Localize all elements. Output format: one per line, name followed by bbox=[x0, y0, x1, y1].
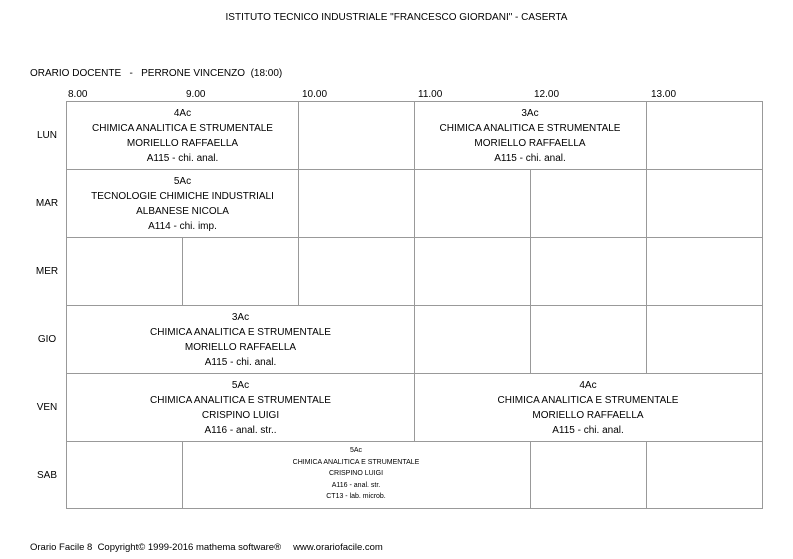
lesson-sab-5ac bbox=[182, 445, 530, 503]
cell-divider bbox=[298, 170, 299, 237]
lesson-class: 5Ac bbox=[231, 380, 250, 391]
lesson-room: A116 - anal. str.. bbox=[204, 425, 277, 436]
footer-copyright: Orario Facile 8 Copyright© 1999-2016 mathema software® bbox=[30, 542, 282, 553]
lesson-subject: CHIMICA ANALITICA E STRUMENTALE bbox=[92, 123, 273, 134]
lesson-subject: CHIMICA ANALITICA E STRUMENTALE bbox=[497, 395, 679, 406]
lesson-room: A115 - chi. anal. bbox=[494, 153, 566, 164]
cell-divider bbox=[646, 442, 647, 508]
teacher-line: ORARIO DOCENTE - PERRONE VINCENZO (18:00) bbox=[30, 68, 283, 79]
cell-divider bbox=[298, 238, 299, 305]
time-label-12: 12.00 bbox=[534, 89, 560, 100]
time-label-11: 11.00 bbox=[418, 89, 443, 100]
cell-divider bbox=[414, 306, 415, 373]
cell-divider bbox=[530, 170, 531, 237]
lesson-class: 5Ac bbox=[173, 176, 192, 187]
time-label-10: 10.00 bbox=[302, 89, 328, 100]
lesson-class: 3Ac bbox=[521, 108, 539, 119]
lesson-teacher: MORIELLO RAFFAELLA bbox=[474, 138, 586, 149]
footer bbox=[30, 542, 383, 553]
cell-divider bbox=[298, 102, 299, 169]
lesson-ven-5ac bbox=[67, 378, 414, 438]
time-label-13: 13.00 bbox=[651, 89, 677, 100]
lesson-room: A115 - chi. anal. bbox=[552, 425, 624, 436]
lesson-subject: CHIMICA ANALITICA E STRUMENTALE bbox=[150, 395, 331, 406]
day-label-sab: SAB bbox=[36, 470, 57, 481]
timetable-grid bbox=[66, 101, 763, 509]
lesson-teacher: MORIELLO RAFFAELLA bbox=[184, 342, 297, 353]
cell-divider bbox=[646, 238, 647, 305]
lesson-class: 4Ac bbox=[579, 380, 597, 391]
lesson-teacher: CRISPINO LUIGI bbox=[201, 410, 280, 421]
lesson-subject: CHIMICA ANALITICA E STRUMENTALE bbox=[150, 327, 331, 338]
lesson-room: A115 - chi. anal. bbox=[204, 357, 277, 368]
cell-divider bbox=[646, 102, 647, 169]
lesson-teacher: MORIELLO RAFFAELLA bbox=[126, 138, 239, 149]
lesson-lun-3ac bbox=[414, 106, 646, 166]
lesson-gio-3ac bbox=[67, 310, 414, 370]
lesson-room: A115 - chi. anal. bbox=[146, 153, 219, 164]
lesson-room-secondary: CT13 - lab. microb. bbox=[326, 493, 386, 500]
lesson-subject: CHIMICA ANALITICA E STRUMENTALE bbox=[292, 458, 420, 466]
day-label-gio: GIO bbox=[37, 334, 57, 345]
lesson-class: 3Ac bbox=[231, 312, 250, 323]
lesson-teacher: MORIELLO RAFFAELLA bbox=[532, 410, 644, 421]
day-label-ven: VEN bbox=[36, 402, 58, 413]
lesson-teacher: ALBANESE NICOLA bbox=[136, 206, 229, 217]
time-label-9: 9.00 bbox=[186, 89, 206, 100]
lesson-mar-5ac bbox=[67, 174, 298, 234]
lesson-room: A116 - anal. str. bbox=[331, 481, 381, 489]
lesson-ven-4ac bbox=[414, 378, 762, 438]
cell-divider bbox=[646, 306, 647, 373]
cell-divider bbox=[182, 238, 183, 305]
cell-divider bbox=[414, 238, 415, 305]
row-divider bbox=[67, 441, 762, 442]
time-label-8: 8.00 bbox=[68, 89, 88, 100]
day-label-mar: MAR bbox=[35, 198, 59, 209]
lesson-lun-4ac bbox=[67, 106, 298, 166]
cell-divider bbox=[530, 442, 531, 508]
lesson-class: 4Ac bbox=[173, 108, 192, 119]
lesson-class: 5Ac bbox=[349, 447, 363, 454]
lesson-subject: CHIMICA ANALITICA E STRUMENTALE bbox=[439, 123, 621, 134]
day-label-lun: LUN bbox=[36, 130, 57, 141]
cell-divider bbox=[646, 170, 647, 237]
cell-divider bbox=[530, 306, 531, 373]
lesson-room: A114 - chi. imp. bbox=[148, 221, 217, 232]
cell-divider bbox=[414, 170, 415, 237]
school-title: ISTITUTO TECNICO INDUSTRIALE "FRANCESCO GIORDANI" - CASERTA bbox=[225, 12, 568, 23]
day-label-mer: MER bbox=[35, 266, 59, 277]
footer-url: www.orariofacile.com bbox=[293, 542, 383, 553]
lesson-subject: TECNOLOGIE CHIMICHE INDUSTRIALI bbox=[91, 191, 274, 202]
lesson-teacher: CRISPINO LUIGI bbox=[328, 470, 384, 477]
cell-divider bbox=[530, 238, 531, 305]
